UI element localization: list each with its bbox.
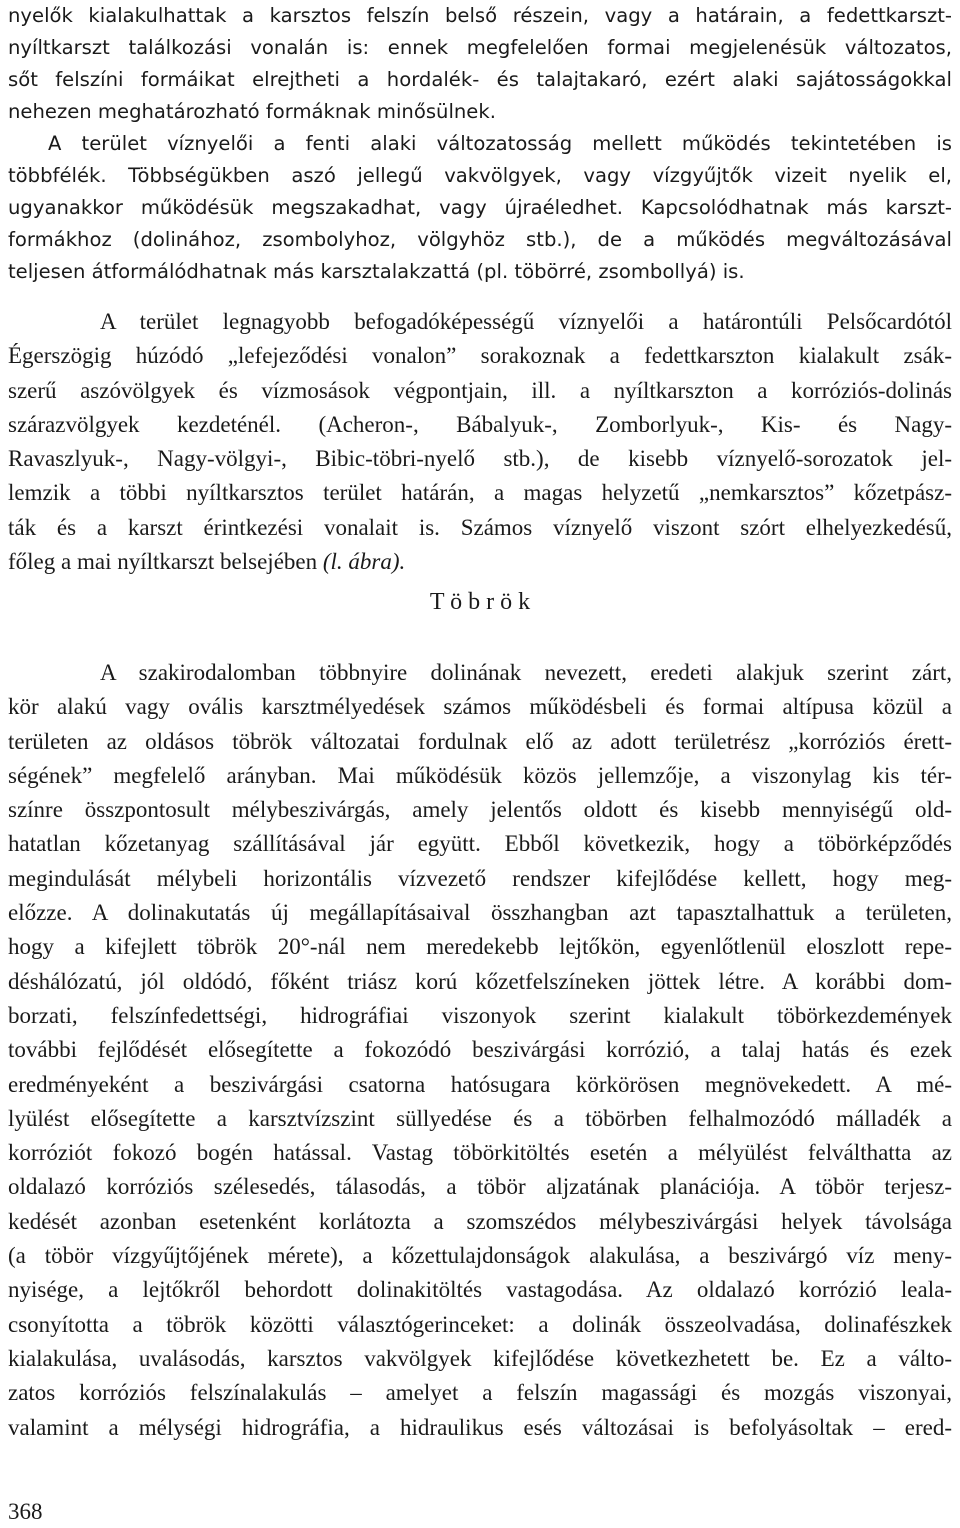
text-line: valamint a mélységi hidrográfia, a hidraulikus esés változásai is befolyásoltak – ered- <box>8 1414 952 1440</box>
page-number: 368 <box>8 1499 43 1524</box>
text-line: további fejlődését elősegítette a fokozódó beszivárgási korrózió, a talaj hatás és ezek <box>8 1037 952 1063</box>
text-line: előzze. A dolinakutatás új megállapításaival összhangban azt tapasztalhattuk a területen, <box>8 900 952 926</box>
text-line: kör alakú vagy ovális karsztmélyedések számos működésbeli és formai altípusa közül a <box>8 694 952 720</box>
text-line: nyisége, a lejtőkről behordott dolinakitöltés vastagodása. Az oldalazó korrózió leala- <box>8 1277 952 1303</box>
text-line: kedését azonban esetenként korlátozta a szomszédos mélybeszivárgási helyek távolsága <box>8 1208 952 1234</box>
text-line <box>8 545 952 579</box>
figure-reference: (l. ábra). <box>322 549 406 575</box>
text-line: eredményeként a beszivárgási csatorna hatósugara körkörösen megnövekedett. A mé- <box>8 1071 952 1097</box>
text-line: ségének” megfelelő arányban. Mai működésük közös jellemzője, a viszonylag kis tér- <box>8 762 952 788</box>
text-line: formákhoz (dolinához, zsombolyhoz, völgyhöz stb.), de a működés megváltozásával <box>8 228 952 251</box>
text-line: ták és a karszt érintkezési vonalait is. Számos víznyelő viszont szórt elhelyezkedésű, <box>8 514 952 540</box>
paragraph-tobrok <box>8 656 952 1445</box>
text-line: szerű aszóvölgyek és vízmosások végpontjain, ill. a nyíltkarszton a korróziós-dolinás <box>8 377 952 403</box>
text-line: hatatlan kőzetanyag szállításával jár együtt. Ebből következik, hogy a töbörképződés <box>8 831 952 857</box>
text-line: megindulását mélybeli horizontális vízvezető rendszer kifejlődése kellett, hogy meg- <box>8 865 952 891</box>
text-line: kialakulása, uvalásodás, karsztos vakvölgyek kifejlődése következhetett be. Ez a válto- <box>8 1345 952 1371</box>
text-line: oldalazó korróziós szélesedés, tálasodás, a töbör aljzatának planációja. A töbör terjesz- <box>8 1174 952 1200</box>
text-line: ugyanakkor működésük megszakadhat, vagy újraéledhet. Kapcsolódhatnak más karszt- <box>8 196 952 219</box>
text-line: zatos korróziós felszínalakulás – amelyet a felszín magassági és mozgás viszonyai, <box>8 1380 952 1406</box>
text-line: A terület víznyelői a fenti alaki változatosság mellett működés tekintetében is <box>48 132 952 155</box>
text-line: szárazvölgyek kezdeténél. (Acheron-, Bábalyuk-, Zomborlyuk-, Kis- és Nagy- <box>8 411 952 437</box>
text-line: Égerszögig húzódó „lefejeződési vonalon” sorakoznak a fedettkarszton kialakult zsák- <box>8 343 952 369</box>
text-line: nyíltkarszt találkozási vonalán is: ennek megfelelően formai megjelenésük változatos, <box>8 36 952 59</box>
text-line: A szakirodalomban többnyire dolinának nevezett, eredeti alakjuk szerint zárt, <box>100 660 952 685</box>
text-line: A terület legnagyobb befogadóképességű víznyelői a határontúli Pelsőcardótól <box>100 309 952 334</box>
text-line: területen az oldásos töbrök változatai fordulnak elő az adott területrész „korróziós érett- <box>8 728 952 754</box>
text-line: hogy a kifejlett töbrök 20°-nál nem meredekebb lejtőkön, egyenlőtlenül eloszlott repe- <box>8 934 952 960</box>
paragraph-continuation <box>8 0 952 288</box>
text-line: Ravaszlyuk-, Nagy-völgyi-, Bibic-töbri-nyelő stb.), de kisebb víznyelő-sorozatok jel- <box>8 446 952 472</box>
text-line: lyülést elősegítette a karsztvízszint süllyedése és a töbörben felhalmozódó málladék a <box>8 1105 952 1131</box>
text-line: teljesen átformálódhatnak más karsztalakzattá (pl. töbörré, zsombollyá) is. <box>8 260 745 283</box>
text-line: színre összpontosult mélybeszivárgás, amely jelentős oldott és kisebb mennyiségű old- <box>8 797 952 823</box>
paragraph-vizny <box>8 305 952 579</box>
text-line: csonyította a töbrök közötti választógerinceket: a dolinák összeolvadása, dolinafészkek <box>8 1311 952 1337</box>
text-line: nyelők kialakulhattak a karsztos felszín belső részein, vagy a határain, a fedettkarszt- <box>8 4 952 27</box>
text-segment: főleg a mai nyíltkarszt belsejében <box>8 549 323 575</box>
text-line: korróziót fokozó bogén hatással. Vastag töbörkitöltés esetén a mélyülést felválthatta az <box>8 1140 952 1166</box>
text-line: nehezen meghatározható formáknak minősülnek. <box>8 100 496 123</box>
text-line: déshálózatú, jól oldódó, főként triász korú kőzetfelszíneken jöttek létre. A korábbi dom- <box>8 968 952 994</box>
section-heading: T ö b r ö k <box>429 589 531 615</box>
text-line: többfélék. Többségükben aszó jellegű vakvölgyek, vagy vízgyűjtők vizeit nyelik el, <box>8 164 952 187</box>
text-line: (a töbör vízgyűjtőjének mérete), a kőzettulajdonságok alakulása, a beszivárgó víz meny- <box>8 1243 952 1269</box>
text-line: sőt felszíni formáikat elrejtheti a hordalék- és talajtakaró, ezért alaki sajátosságokkal <box>8 68 952 91</box>
text-line: borzati, felszínfedettségi, hidrográfiai viszonyok szerint kialakult töbörkezdemények <box>8 1002 952 1028</box>
text-line: lemzik a többi nyíltkarsztos terület határán, a magas helyzetű „nemkarsztos” kőzetpász- <box>8 480 952 506</box>
